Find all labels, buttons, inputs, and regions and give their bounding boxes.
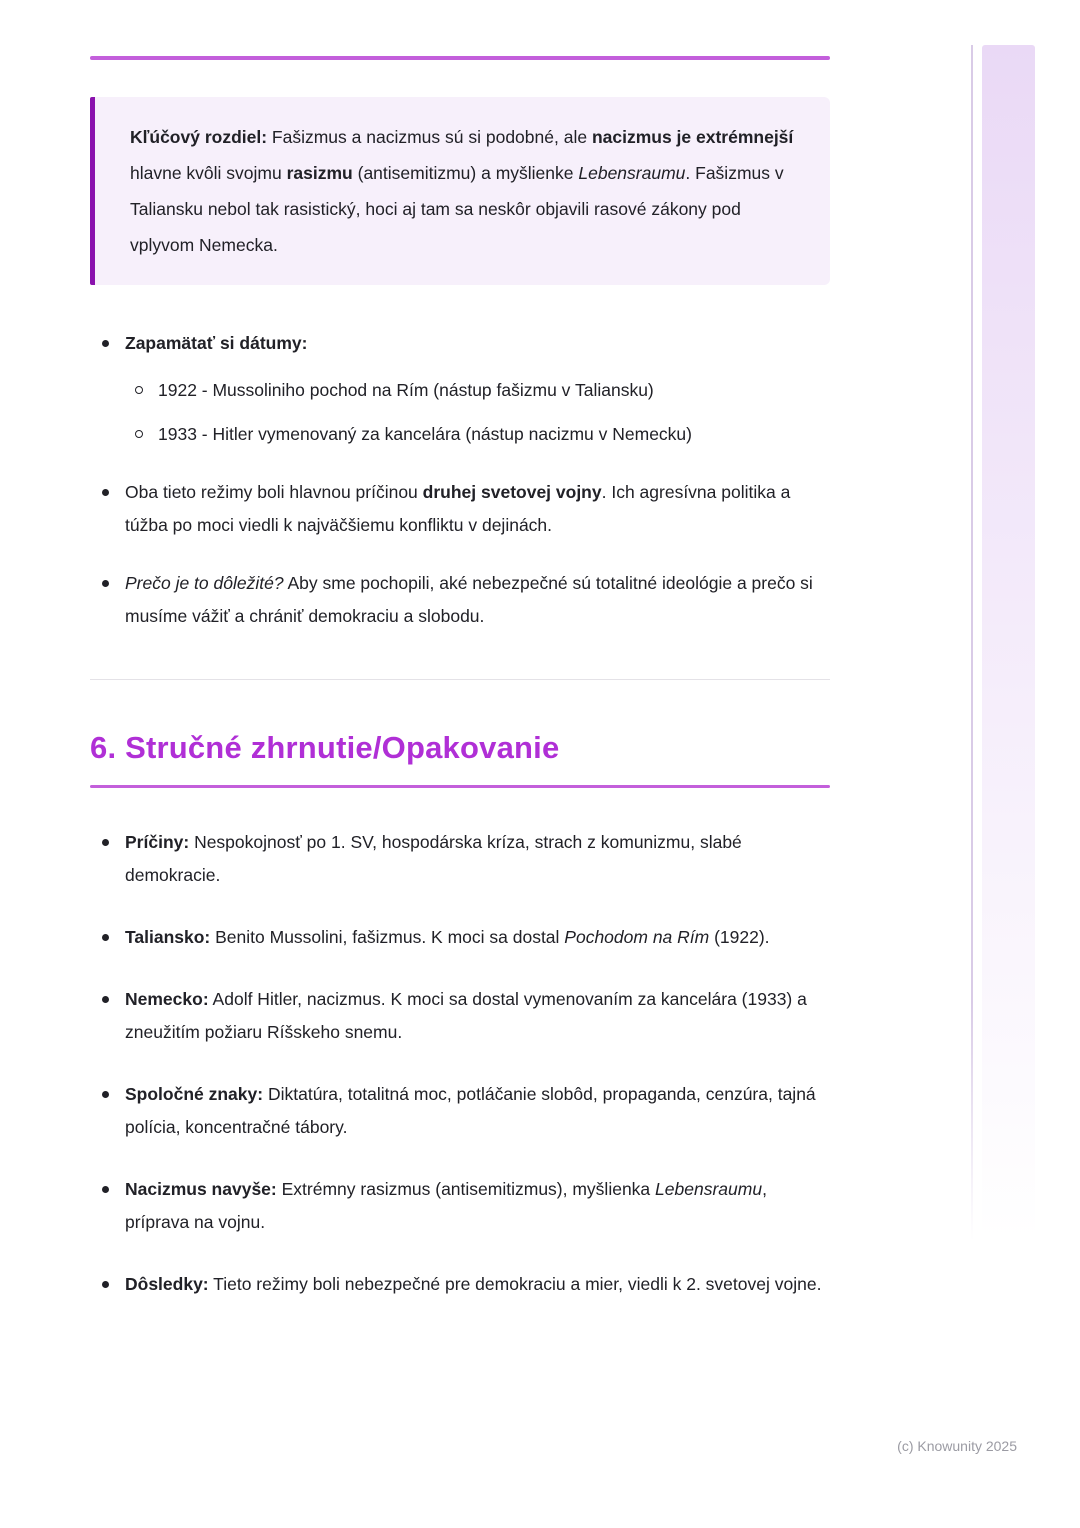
heading-underline (90, 785, 830, 788)
text-segment: Taliansko: (125, 927, 211, 947)
list-item-text (125, 983, 830, 1049)
text-segment: Prečo je to dôležité? (125, 573, 284, 593)
text-segment: (antisemitizmu) a myšlienke (352, 163, 579, 183)
text-segment: Dôsledky: (125, 1274, 209, 1294)
list-item-text (125, 921, 830, 954)
text-segment: Nespokojnosť po 1. SV, hospodárska kríza, strach z komunizmu, slabé demokracie. (125, 832, 742, 885)
list-item (90, 567, 830, 633)
sub-bullet-icon (135, 430, 143, 438)
side-gradient-bar (982, 45, 1035, 1241)
text-segment: 1933 - Hitler vymenovaný za kancelára (nástup nacizmu v Nemecku) (158, 424, 692, 444)
section-heading: 6. Stručné zhrnutie/Opakovanie (90, 730, 560, 765)
bullet-icon (102, 934, 109, 941)
text-segment: Diktatúra, totalitná moc, potláčanie slobôd, propaganda, cenzúra, tajná polícia, koncentračné tábory. (125, 1084, 816, 1137)
text-segment: nacizmus je extrémnejší (591, 127, 794, 147)
list-subitem-text (158, 374, 830, 407)
list-item-text (125, 1078, 830, 1144)
bullet-icon (102, 1186, 109, 1193)
list-item (90, 1078, 830, 1144)
list-item (90, 1173, 830, 1239)
text-segment: Fašizmus a nacizmus sú si podobné, ale (267, 127, 592, 147)
list-item (90, 983, 830, 1049)
text-segment: Nacizmus navyše: (125, 1179, 277, 1199)
text-segment: Aby sme pochopili, aké nebezpečné sú totalitné ideológie a prečo si musíme vážiť a chrániť demokraciu a slobodu. (125, 573, 813, 626)
list-item (90, 921, 830, 954)
sub-bullet-icon (135, 386, 143, 394)
bullet-icon (102, 340, 109, 347)
text-segment: , príprava na vojnu. (125, 1179, 767, 1232)
text-segment: Tieto režimy boli nebezpečné pre demokraciu a mier, viedli k 2. svetovej vojne. (208, 1274, 822, 1294)
list-item-text (125, 826, 830, 892)
bullet-icon (102, 1091, 109, 1098)
document-content (90, 0, 830, 1330)
footer-credit: (c) Knowunity 2025 (897, 1438, 1017, 1454)
text-segment: . Ich agresívna politika a túžba po moci viedli k najväčšiemu konfliktu v dejinách. (125, 482, 791, 535)
bullet-icon (102, 839, 109, 846)
bullet-icon (102, 1281, 109, 1288)
text-segment: 1922 - Mussoliniho pochod na Rím (nástup fašizmu v Taliansku) (158, 380, 654, 400)
text-segment: Príčiny: (125, 832, 190, 852)
side-vertical-line (971, 45, 973, 1241)
list-item (90, 476, 830, 542)
list-subitem-text (158, 418, 830, 451)
dates-sublist (125, 374, 830, 451)
list-subitem (125, 418, 830, 451)
list-subitem (125, 374, 830, 407)
summary-list (90, 826, 830, 1301)
text-segment: Spoločné znaky: (125, 1084, 264, 1104)
text-segment: Adolf Hitler, nacizmus. K moci sa dostal vymenovaním za kancelára (1933) a zneužitím požiaru Ríšskeho snemu. (125, 989, 807, 1042)
text-segment: Lebensraumu (655, 1179, 763, 1199)
list-item-text (125, 476, 830, 542)
text-segment: Extrémny rasizmus (antisemitizmus), myšlienka (276, 1179, 656, 1199)
notes-list (90, 327, 830, 633)
text-segment: Pochodom na Rím (564, 927, 710, 947)
list-item (90, 327, 830, 451)
section-divider (90, 679, 830, 680)
bullet-icon (102, 489, 109, 496)
list-item (90, 1268, 830, 1301)
text-segment: Benito Mussolini, fašizmus. K moci sa dostal (210, 927, 565, 947)
callout-text (130, 119, 802, 263)
text-segment: Nemecko: (125, 989, 209, 1009)
list-item-text (125, 1268, 830, 1301)
text-segment: Lebensraumu (578, 163, 686, 183)
text-segment: hlavne kvôli svojmu (130, 163, 287, 183)
top-section-divider (90, 56, 830, 60)
text-segment: druhej svetovej vojny (422, 482, 602, 502)
key-difference-callout (90, 97, 830, 285)
bullet-icon (102, 580, 109, 587)
list-item-text (125, 327, 830, 360)
list-item (90, 826, 830, 892)
text-segment: rasizmu (286, 163, 353, 183)
text-segment: Oba tieto režimy boli hlavnou príčinou (125, 482, 423, 502)
text-segment: Kľúčový rozdiel: (130, 127, 268, 147)
text-segment: (1922). (709, 927, 770, 947)
text-segment: Zapamätať si dátumy: (125, 333, 308, 353)
list-item-text (125, 1173, 830, 1239)
text-segment: . Fašizmus v Taliansku nebol tak rasistický, hoci aj tam sa neskôr objavili rasové zákony pod vplyvom Nemecka. (130, 163, 784, 255)
bullet-icon (102, 996, 109, 1003)
list-item-text (125, 567, 830, 633)
